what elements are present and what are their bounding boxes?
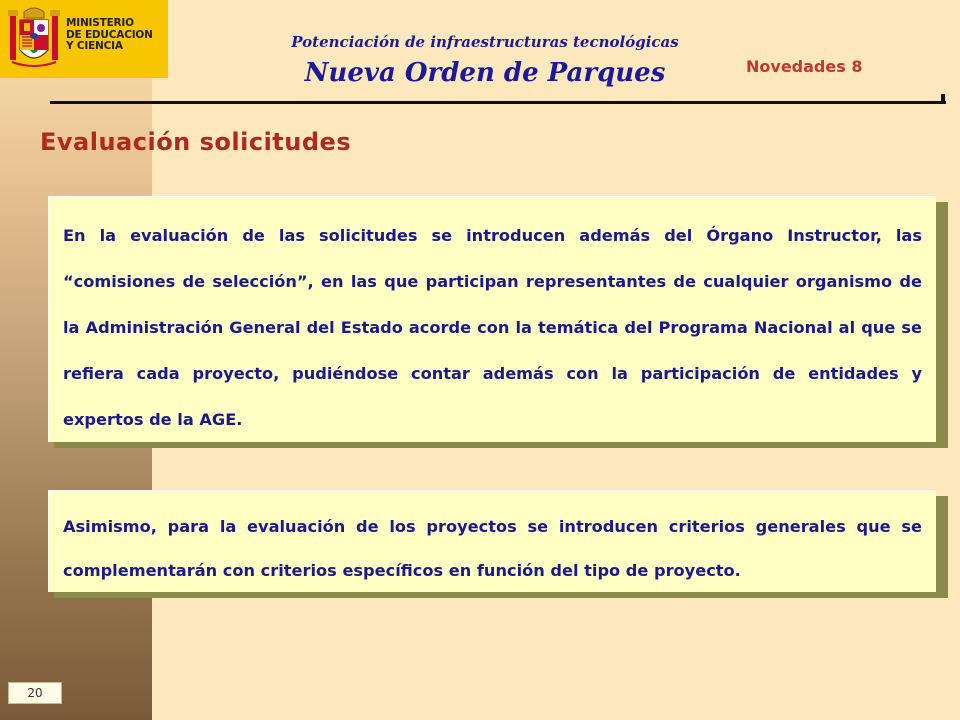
section-heading: Evaluación solicitudes xyxy=(40,128,352,156)
slide-subtitle: Potenciación de infraestructuras tecnológicas xyxy=(291,33,679,51)
criteria-text-box: Asimismo, para la evaluación de los proyectos se introducen criterios generales que se complementarán con criterios específicos en función del tipo de proyecto. xyxy=(48,490,936,592)
page-number: 20 xyxy=(8,682,62,704)
ministry-line-1: MINISTERIO xyxy=(66,17,134,29)
coat-of-arms-icon xyxy=(8,6,60,72)
evaluation-text-box: En la evaluación de las solicitudes se introducen además del Órgano Instructor, las “comisiones de selección”, en las que participan representantes de cualquier organismo de la Administración General del Estado acorde con la temática del Programa Nacional al que se refiera cada proyecto, pudiéndose contar además con la participación de entidades y expertos de la AGE. xyxy=(48,196,936,442)
header-divider-end xyxy=(941,94,945,104)
slide-title: Nueva Orden de Parques xyxy=(304,58,666,88)
ministry-name xyxy=(66,18,166,53)
novedades-badge: Novedades 8 xyxy=(746,57,863,76)
ministry-logo xyxy=(0,0,168,78)
ministry-line-2: DE EDUCACION xyxy=(66,28,153,41)
ministry-line-3: Y CIENCIA xyxy=(66,40,123,52)
header-divider xyxy=(50,101,946,104)
